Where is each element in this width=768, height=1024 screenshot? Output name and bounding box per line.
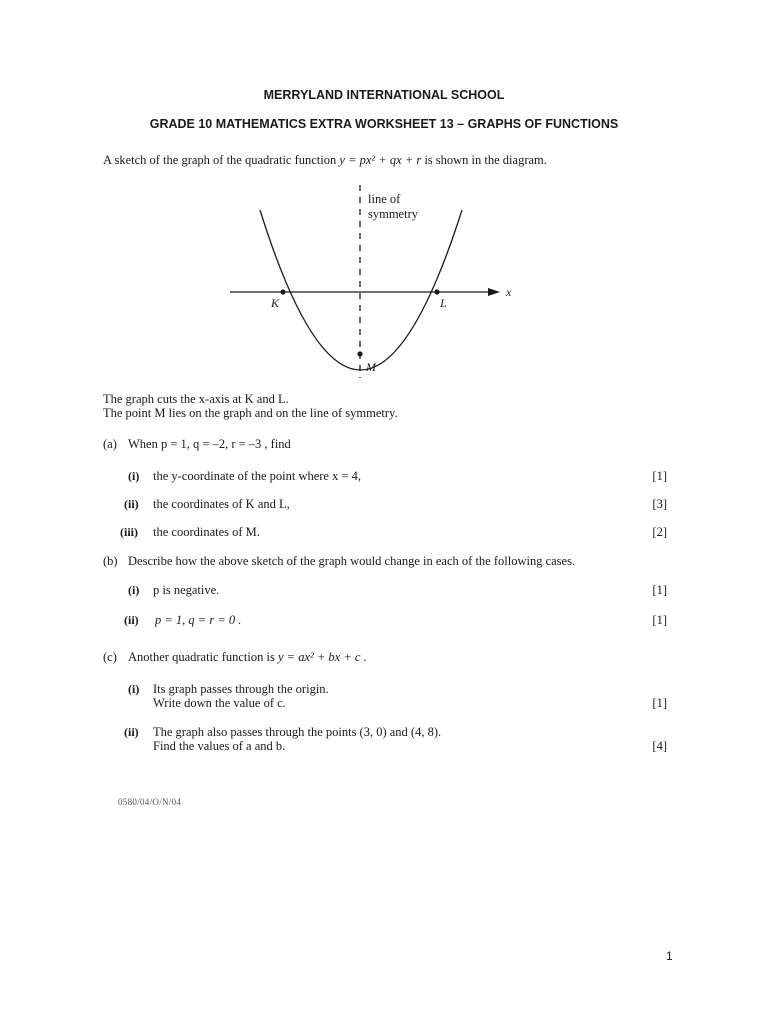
- part-b-ii-label: (ii): [124, 613, 139, 627]
- point-m-label: M: [366, 360, 376, 374]
- parabola-curve: [260, 210, 462, 370]
- part-c-ii-line1: The graph also passes through the points (3, 0) and (4, 8).: [153, 725, 442, 739]
- part-c-ii-line2: Find the values of a and b.: [153, 739, 286, 753]
- symmetry-label-line2: symmetry: [368, 207, 418, 221]
- intro-text: [103, 153, 547, 168]
- point-k-label: K: [271, 296, 280, 310]
- intro-before: A sketch of the graph of the quadratic function: [103, 153, 337, 167]
- worksheet-title: GRADE 10 MATHEMATICS EXTRA WORKSHEET 13 – GRAPHS OF FUNCTIONS: [149, 117, 619, 131]
- part-c-label: (c): [103, 650, 117, 664]
- x-axis-arrow-icon: [488, 288, 500, 296]
- intro-equation: y = px² + qx + r: [339, 153, 422, 167]
- statement-line2: The point M lies on the graph and on the line of symmetry.: [103, 406, 398, 420]
- part-b-i-text: p is negative.: [153, 583, 220, 597]
- part-c-text-before: Another quadratic function is: [128, 650, 275, 664]
- part-b-text: Describe how the above sketch of the graph would change in each of the following cases.: [128, 554, 576, 568]
- point-m-dot: [357, 351, 362, 356]
- part-a-iii-label: (iii): [120, 525, 138, 539]
- part-b-ii-text: p = 1, q = r = 0 .: [155, 613, 242, 627]
- part-c-i-label: (i): [128, 682, 140, 696]
- part-b-label: (b): [103, 554, 118, 568]
- page-number: 1: [666, 949, 673, 963]
- x-axis-label: x: [506, 285, 512, 299]
- part-a-i-text: the y-coordinate of the point where x = 4,: [153, 469, 362, 483]
- part-a-i-label: (i): [128, 469, 140, 483]
- part-c-i-mark: [1]: [652, 696, 667, 710]
- part-a-iii-text: the coordinates of M.: [153, 525, 260, 539]
- part-c-equation: y = ax² + bx + c .: [277, 650, 367, 664]
- part-c-i-line2: Write down the value of c.: [153, 696, 286, 710]
- part-b-i-label: (i): [128, 583, 140, 597]
- part-a-i-mark: [1]: [652, 469, 667, 483]
- parabola-diagram: [220, 180, 520, 380]
- part-a-label: (a): [103, 437, 117, 451]
- point-k-dot: [280, 289, 285, 294]
- part-b-ii-mark: [1]: [652, 613, 667, 627]
- part-a-ii-label: (ii): [124, 497, 139, 511]
- part-c-ii-label: (ii): [124, 725, 139, 739]
- part-c-ii-mark: [4]: [652, 739, 667, 753]
- part-a-ii-mark: [3]: [652, 497, 667, 511]
- school-title: MERRYLAND INTERNATIONAL SCHOOL: [263, 88, 505, 102]
- exam-code: 0580/04/O/N/04: [118, 797, 182, 807]
- part-a-ii-text: the coordinates of K and L,: [153, 497, 290, 511]
- symmetry-label-line1: line of: [368, 192, 401, 206]
- part-c-text: [128, 650, 367, 665]
- part-a-iii-mark: [2]: [652, 525, 667, 539]
- intro-after: is shown in the diagram.: [424, 153, 547, 167]
- point-l-dot: [434, 289, 439, 294]
- part-b-i-mark: [1]: [652, 583, 667, 597]
- part-a-text: When p = 1, q = –2, r = –3 , find: [128, 437, 291, 451]
- part-c-i-line1: Its graph passes through the origin.: [153, 682, 329, 696]
- point-l-label: L: [440, 296, 447, 310]
- statement-line1: The graph cuts the x-axis at K and L.: [103, 392, 289, 406]
